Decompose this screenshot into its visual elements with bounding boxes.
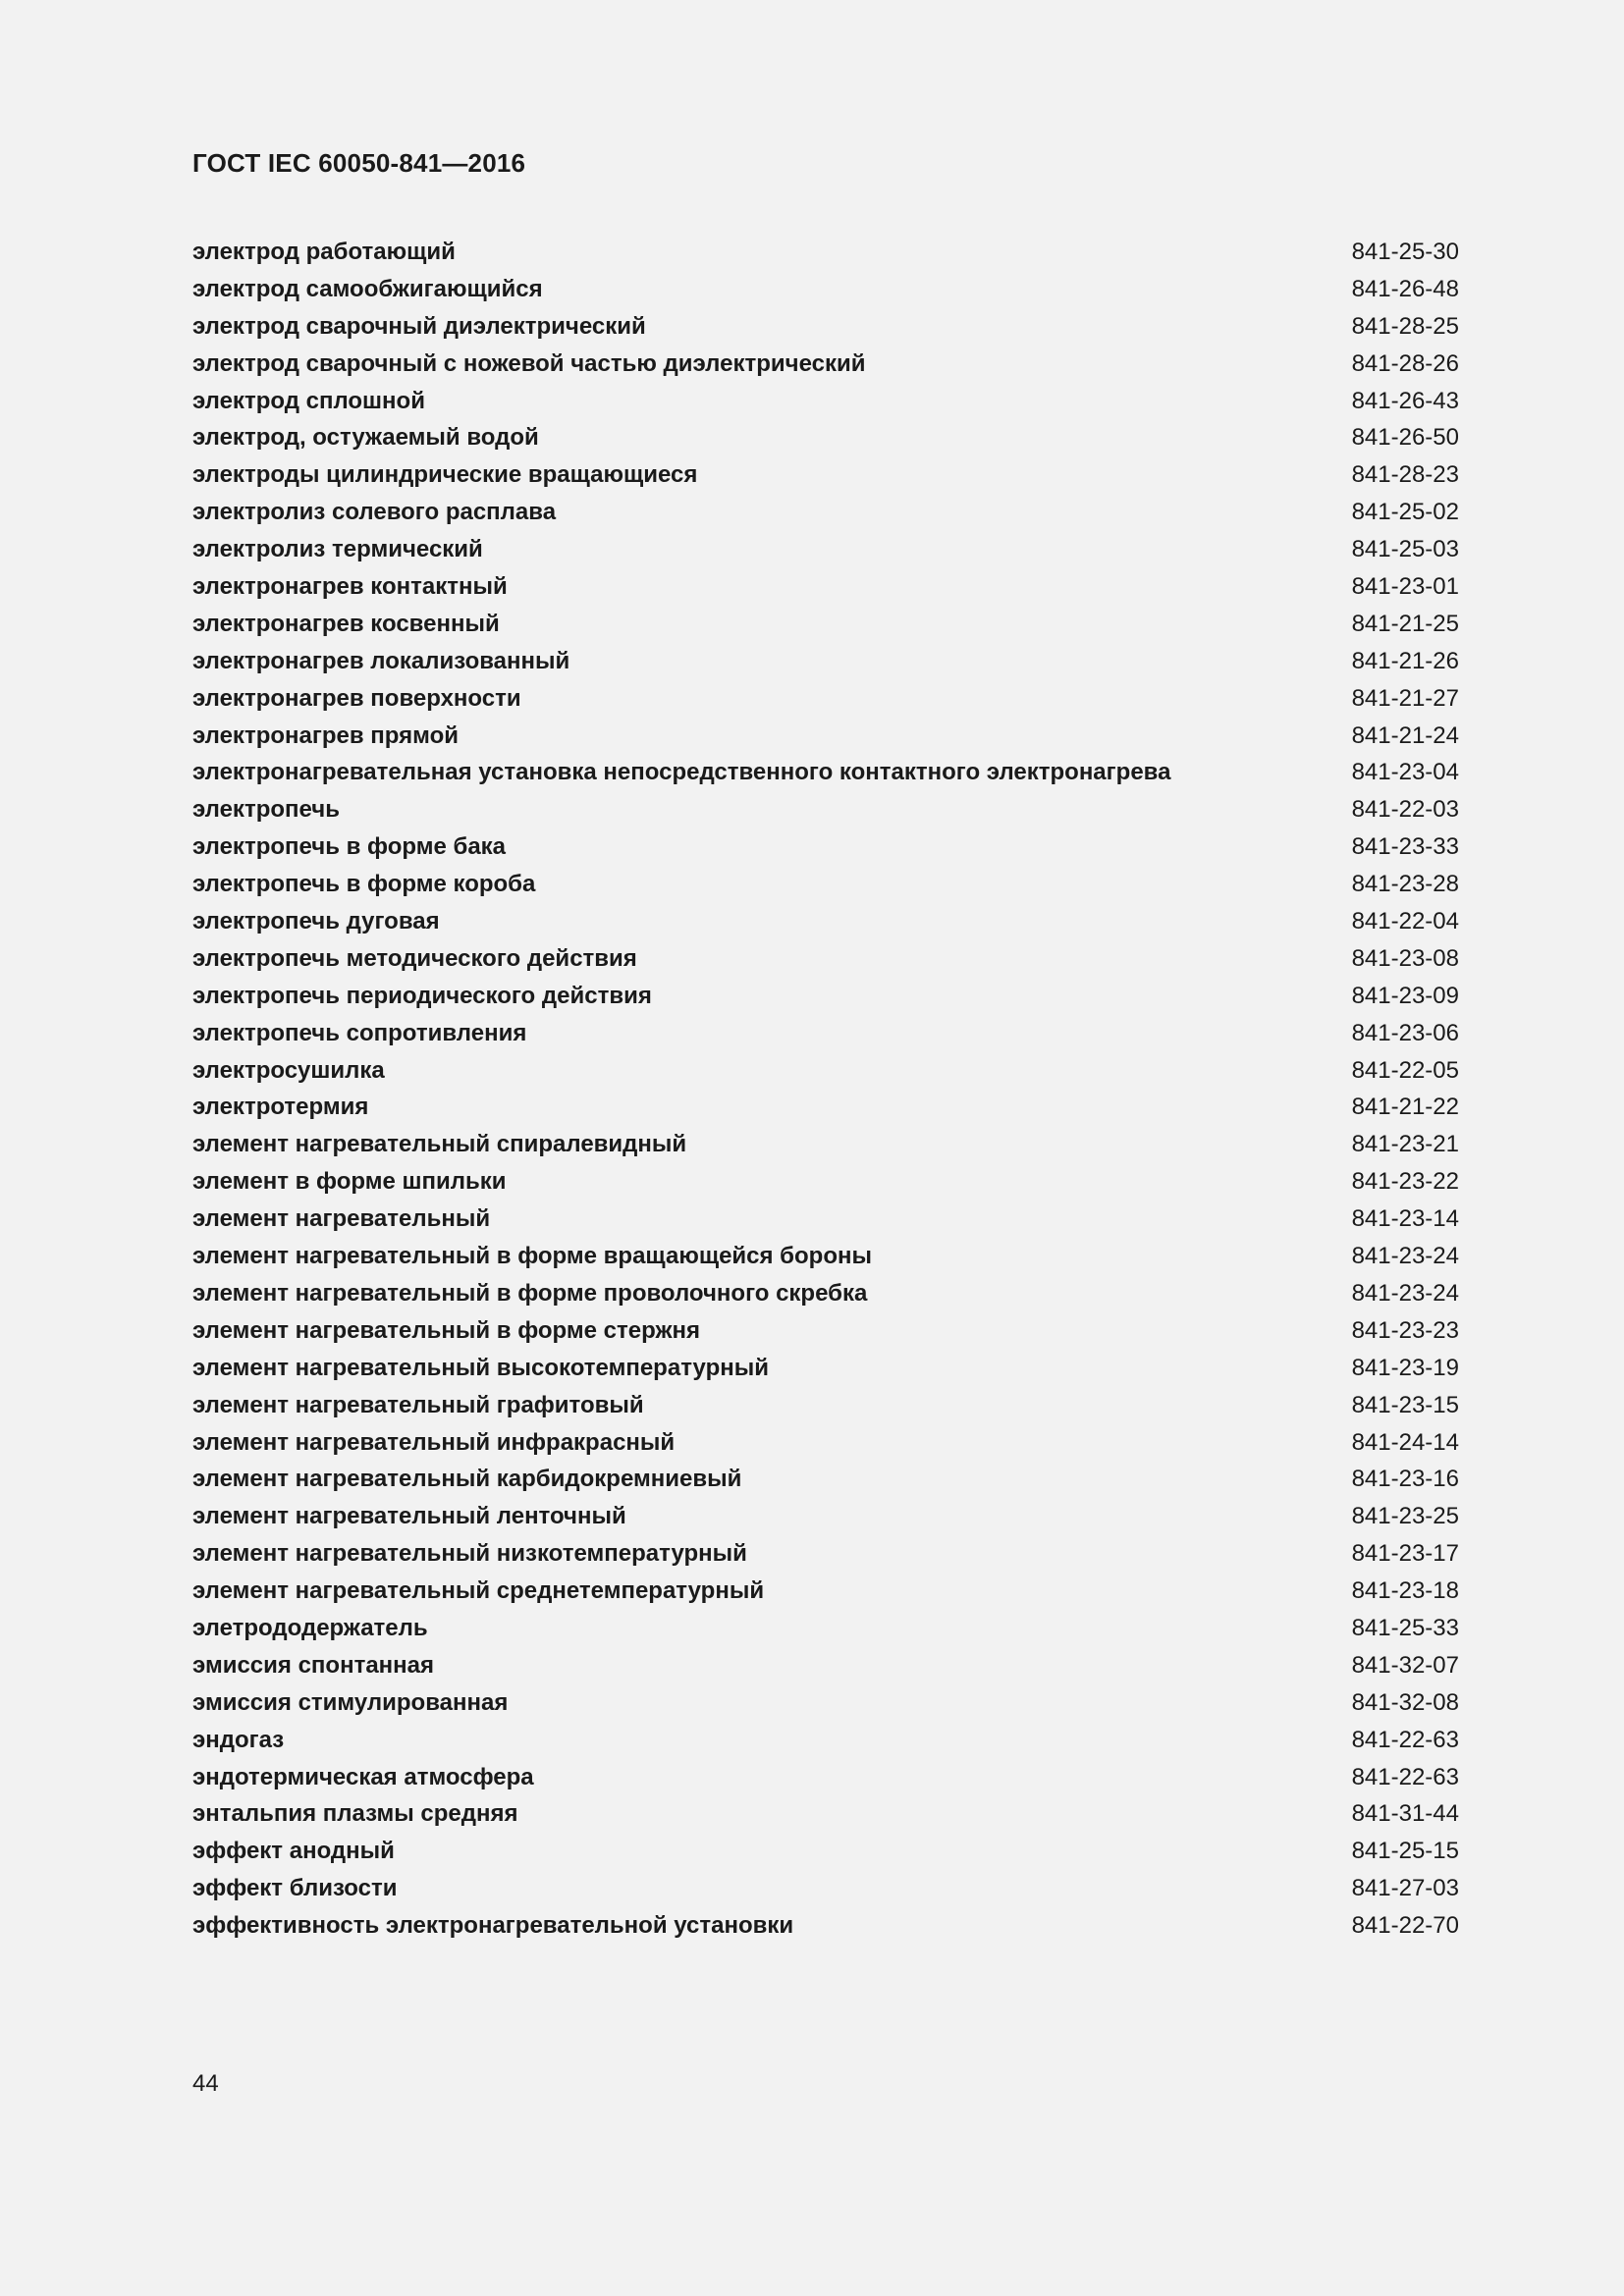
index-code: 841-25-33 <box>1351 1614 1459 1641</box>
index-entry <box>192 1759 1459 1796</box>
index-entry <box>192 1461 1459 1498</box>
index-entry <box>192 1610 1459 1647</box>
index-term: электротермия <box>192 1094 369 1121</box>
index-entry <box>192 1870 1459 1907</box>
index-code: 841-22-63 <box>1351 1726 1459 1753</box>
index-entry <box>192 308 1459 346</box>
index-term: электрод работающий <box>192 239 456 265</box>
index-code: 841-23-19 <box>1351 1354 1459 1381</box>
index-term: электрод самообжигающийся <box>192 275 543 302</box>
index-code: 841-28-23 <box>1351 461 1459 489</box>
index-entry <box>192 234 1459 271</box>
index-term: элемент нагревательный графитовый <box>192 1391 644 1418</box>
index-entry <box>192 1535 1459 1573</box>
index-code: 841-21-22 <box>1351 1094 1459 1121</box>
index-term: электропечь периодического действия <box>192 982 652 1009</box>
index-entry <box>192 568 1459 606</box>
index-term: эффект анодный <box>192 1838 395 1865</box>
index-term: электрод сварочный диэлектрический <box>192 312 646 340</box>
index-code: 841-23-23 <box>1351 1316 1459 1344</box>
index-code: 841-23-33 <box>1351 833 1459 861</box>
index-entry <box>192 1350 1459 1387</box>
index-entry <box>192 1201 1459 1238</box>
index-code: 841-23-21 <box>1351 1131 1459 1158</box>
index-entry <box>192 271 1459 308</box>
index-code: 841-21-26 <box>1351 647 1459 674</box>
index-entry <box>192 718 1459 755</box>
index-term: энтальпия плазмы средняя <box>192 1800 518 1828</box>
index-term: электроды цилиндрические вращающиеся <box>192 461 698 489</box>
index-code: 841-22-04 <box>1351 908 1459 935</box>
index-code: 841-31-44 <box>1351 1800 1459 1828</box>
index-entry <box>192 643 1459 680</box>
index-term: электронагрев косвенный <box>192 610 500 637</box>
index-term: электролиз солевого расплава <box>192 499 557 526</box>
index-entry <box>192 903 1459 940</box>
index-code: 841-25-03 <box>1351 536 1459 563</box>
index-entry <box>192 1275 1459 1312</box>
index-term: эндогаз <box>192 1726 285 1753</box>
index-code: 841-25-30 <box>1351 239 1459 265</box>
index-term: элемент нагревательный в форме проволочного скребка <box>192 1279 868 1307</box>
index-term: элемент нагревательный ленточный <box>192 1503 626 1530</box>
index-term: элемент нагревательный низкотемпературный <box>192 1540 747 1568</box>
index-entry <box>192 1684 1459 1722</box>
index-code: 841-23-09 <box>1351 982 1459 1009</box>
index-entry <box>192 531 1459 568</box>
index-term: элемент нагревательный инфракрасный <box>192 1428 676 1456</box>
index-code: 841-25-02 <box>1351 499 1459 526</box>
index-term: эффективность электронагревательной установки <box>192 1912 794 1940</box>
index-entry <box>192 1052 1459 1090</box>
index-term: электропечь в форме короба <box>192 871 536 898</box>
index-code: 841-21-25 <box>1351 610 1459 637</box>
index-entry <box>192 1573 1459 1610</box>
index-entry <box>192 866 1459 903</box>
index-entry <box>192 456 1459 494</box>
index-code: 841-21-24 <box>1351 721 1459 749</box>
index-code: 841-26-50 <box>1351 424 1459 452</box>
index-entry <box>192 494 1459 531</box>
term-index-list <box>192 234 1459 1945</box>
index-term: элемент нагревательный карбидокремниевый <box>192 1466 742 1493</box>
index-entry <box>192 1387 1459 1424</box>
index-entry <box>192 1238 1459 1275</box>
index-term: эндотермическая атмосфера <box>192 1763 534 1790</box>
index-term: электрод сварочный с ножевой частью диэлектрический <box>192 349 866 377</box>
index-code: 841-24-14 <box>1351 1428 1459 1456</box>
index-term: электропечь в форме бака <box>192 833 507 861</box>
index-code: 841-32-08 <box>1351 1688 1459 1716</box>
index-term: элемент нагревательный <box>192 1205 491 1233</box>
index-term: электронагрев локализованный <box>192 647 570 674</box>
index-term: элемент нагревательный среднетемпературный <box>192 1577 765 1605</box>
index-code: 841-25-15 <box>1351 1838 1459 1865</box>
index-term: электронагрев поверхности <box>192 684 521 712</box>
index-term: электропечь дуговая <box>192 908 440 935</box>
index-entry <box>192 1015 1459 1052</box>
index-code: 841-23-22 <box>1351 1168 1459 1196</box>
index-code: 841-23-16 <box>1351 1466 1459 1493</box>
index-code: 841-28-26 <box>1351 349 1459 377</box>
index-code: 841-23-15 <box>1351 1391 1459 1418</box>
index-code: 841-23-14 <box>1351 1205 1459 1233</box>
index-term: эмиссия спонтанная <box>192 1651 435 1679</box>
index-term: элемент в форме шпильки <box>192 1168 507 1196</box>
index-code: 841-22-03 <box>1351 796 1459 824</box>
index-term: электропечь методического действия <box>192 944 637 972</box>
index-term: электропечь <box>192 796 340 824</box>
index-code: 841-23-24 <box>1351 1243 1459 1270</box>
index-term: электропечь сопротивления <box>192 1019 527 1046</box>
index-code: 841-28-25 <box>1351 312 1459 340</box>
index-term: электросушилка <box>192 1056 385 1084</box>
index-term: электролиз термический <box>192 536 483 563</box>
index-code: 841-23-17 <box>1351 1540 1459 1568</box>
index-term: элемент нагревательный высокотемпературный <box>192 1354 769 1381</box>
index-code: 841-32-07 <box>1351 1651 1459 1679</box>
index-term: элетрододержатель <box>192 1614 428 1641</box>
index-term: эффект близости <box>192 1875 398 1902</box>
index-entry <box>192 1907 1459 1945</box>
index-entry <box>192 606 1459 643</box>
index-entry <box>192 978 1459 1015</box>
index-entry <box>192 1089 1459 1126</box>
index-code: 841-22-70 <box>1351 1912 1459 1940</box>
index-entry <box>192 1795 1459 1833</box>
index-code: 841-23-01 <box>1351 573 1459 601</box>
index-entry <box>192 940 1459 978</box>
index-entry <box>192 828 1459 866</box>
index-entry <box>192 1833 1459 1870</box>
index-code: 841-21-27 <box>1351 684 1459 712</box>
index-term: электронагрев контактный <box>192 573 508 601</box>
index-code: 841-23-24 <box>1351 1279 1459 1307</box>
index-term: электронагревательная установка непосредственного контактного электронагрева <box>192 759 1171 786</box>
index-entry <box>192 1163 1459 1201</box>
index-entry <box>192 346 1459 383</box>
index-term: элемент нагревательный спиралевидный <box>192 1131 687 1158</box>
index-term: эмиссия стимулированная <box>192 1688 509 1716</box>
index-entry <box>192 1647 1459 1684</box>
index-term: электрод сплошной <box>192 387 425 414</box>
index-entry <box>192 1424 1459 1462</box>
index-entry <box>192 383 1459 420</box>
index-entry <box>192 791 1459 828</box>
index-term: электронагрев прямой <box>192 721 459 749</box>
index-term: электрод, остужаемый водой <box>192 424 539 452</box>
index-code: 841-22-63 <box>1351 1763 1459 1790</box>
index-term: элемент нагревательный в форме вращающейся бороны <box>192 1243 872 1270</box>
index-code: 841-23-06 <box>1351 1019 1459 1046</box>
index-code: 841-26-43 <box>1351 387 1459 414</box>
index-code: 841-27-03 <box>1351 1875 1459 1902</box>
document-header: ГОСТ IEC 60050-841—2016 <box>192 148 526 178</box>
index-entry <box>192 1498 1459 1535</box>
index-code: 841-23-25 <box>1351 1503 1459 1530</box>
page-number: 44 <box>192 2070 219 2097</box>
index-code: 841-23-08 <box>1351 944 1459 972</box>
index-entry <box>192 680 1459 718</box>
index-code: 841-26-48 <box>1351 275 1459 302</box>
index-code: 841-23-04 <box>1351 759 1459 786</box>
index-code: 841-23-18 <box>1351 1577 1459 1605</box>
index-code: 841-23-28 <box>1351 871 1459 898</box>
index-entry <box>192 1126 1459 1163</box>
index-term: элемент нагревательный в форме стержня <box>192 1316 700 1344</box>
index-entry <box>192 754 1459 791</box>
index-entry <box>192 1312 1459 1350</box>
index-entry <box>192 419 1459 456</box>
index-code: 841-22-05 <box>1351 1056 1459 1084</box>
index-entry <box>192 1722 1459 1759</box>
